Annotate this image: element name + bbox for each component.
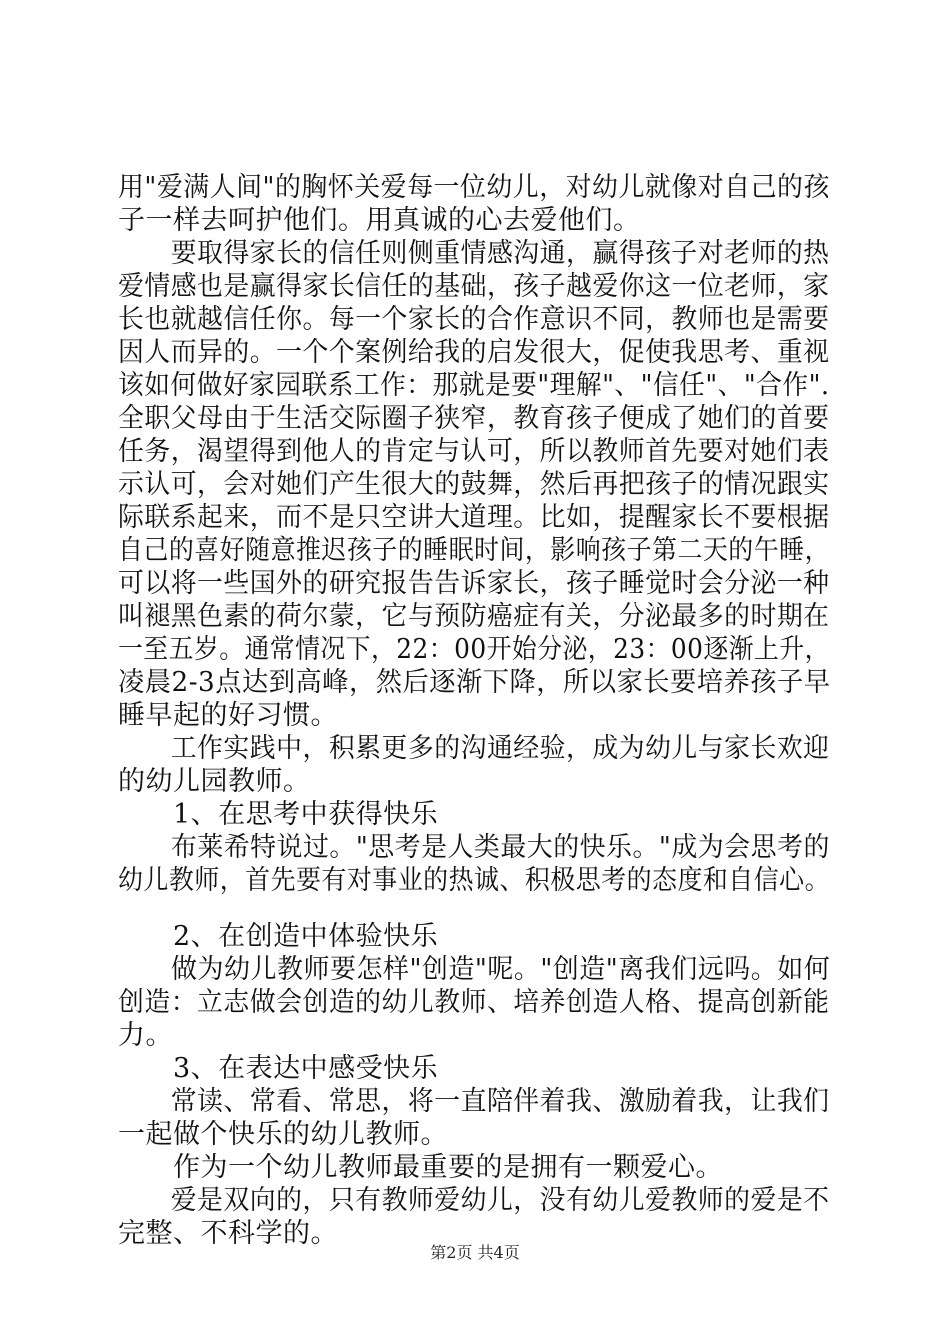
- text-line: 常读、常看、常思，将一直陪伴着我、激励着我，让我们: [118, 1086, 830, 1117]
- text-line: 工作实践中，积累更多的沟通经验，成为幼儿与家长欢迎: [118, 733, 830, 764]
- section-heading: 3、在表达中感受快乐: [118, 1053, 439, 1084]
- text-line: 自己的喜好随意推迟孩子的睡眠时间，影响孩子第二天的午睡，: [118, 535, 831, 566]
- text-line: 要取得家长的信任则侧重情感沟通，赢得孩子对老师的热: [118, 238, 830, 269]
- text-line: 任务，渴望得到他人的肯定与认可，所以教师首先要对她们表: [118, 436, 830, 467]
- text-line: 该如何做好家园联系工作：那就是要"理解"、"信任"、"合作".: [118, 370, 830, 401]
- text-line: 的幼儿园教师。: [118, 766, 311, 797]
- text-line: 凌晨2-3点达到高峰，然后逐渐下降，所以家长要培养孩子早: [118, 667, 831, 698]
- text-line: 叫褪黑色素的荷尔蒙，它与预防癌症有关，分泌最多的时期在: [118, 601, 830, 632]
- text-line: 爱情感也是赢得家长信任的基础，孩子越爱你这一位老师，家: [118, 271, 830, 302]
- text-line: 一至五岁。通常情况下，22：00开始分泌，23：00逐渐上升，: [118, 634, 830, 665]
- text-line: 全职父母由于生活交际圈子狭窄，教育孩子便成了她们的首要: [118, 403, 830, 434]
- text-line: 力。: [118, 1020, 173, 1051]
- text-line: 可以将一些国外的研究报告告诉家长，孩子睡觉时会分泌一种: [118, 568, 830, 599]
- section-heading: 1、在思考中获得快乐: [118, 799, 439, 830]
- text-line: 用"爱满人间"的胸怀关爱每一位幼儿，对幼儿就像对自己的孩: [118, 172, 830, 203]
- text-line: 示认可，会对她们产生很大的鼓舞，然后再把孩子的情况跟实: [118, 469, 830, 500]
- text-line: 子一样去呵护他们。用真诚的心去爱他们。: [118, 205, 641, 236]
- text-line: 一起做个快乐的幼儿教师。: [118, 1119, 448, 1150]
- text-line: 布莱希特说过。"思考是人类最大的快乐。"成为会思考的: [118, 832, 830, 863]
- text-line: 际联系起来，而不是只空讲大道理。比如，提醒家长不要根据: [118, 502, 830, 533]
- text-line: 创造：立志做会创造的幼儿教师、培养创造人格、提高创新能: [118, 987, 830, 1018]
- text-line: 完整、不科学的。: [118, 1218, 338, 1249]
- text-line: 做为幼儿教师要怎样"创造"呢。"创造"离我们远吗。如何: [118, 954, 831, 985]
- text-line: 睡早起的好习惯。: [118, 700, 338, 731]
- section-heading: 2、在创造中体验快乐: [118, 921, 439, 952]
- text-line: 爱是双向的，只有教师爱幼儿，没有幼儿爱教师的爱是不: [118, 1185, 830, 1216]
- text-line: 因人而异的。一个个案例给我的启发很大，促使我思考、重视: [118, 337, 830, 368]
- text-line: 幼儿教师，首先要有对事业的热诚、积极思考的态度和自信心。: [118, 865, 831, 896]
- page-number-footer: 第2页 共4页: [430, 1243, 520, 1262]
- text-line: 作为一个幼儿教师最重要的是拥有一颗爱心。: [118, 1152, 723, 1183]
- text-line: 长也就越信任你。每一个家长的合作意识不同，教师也是需要: [118, 304, 830, 335]
